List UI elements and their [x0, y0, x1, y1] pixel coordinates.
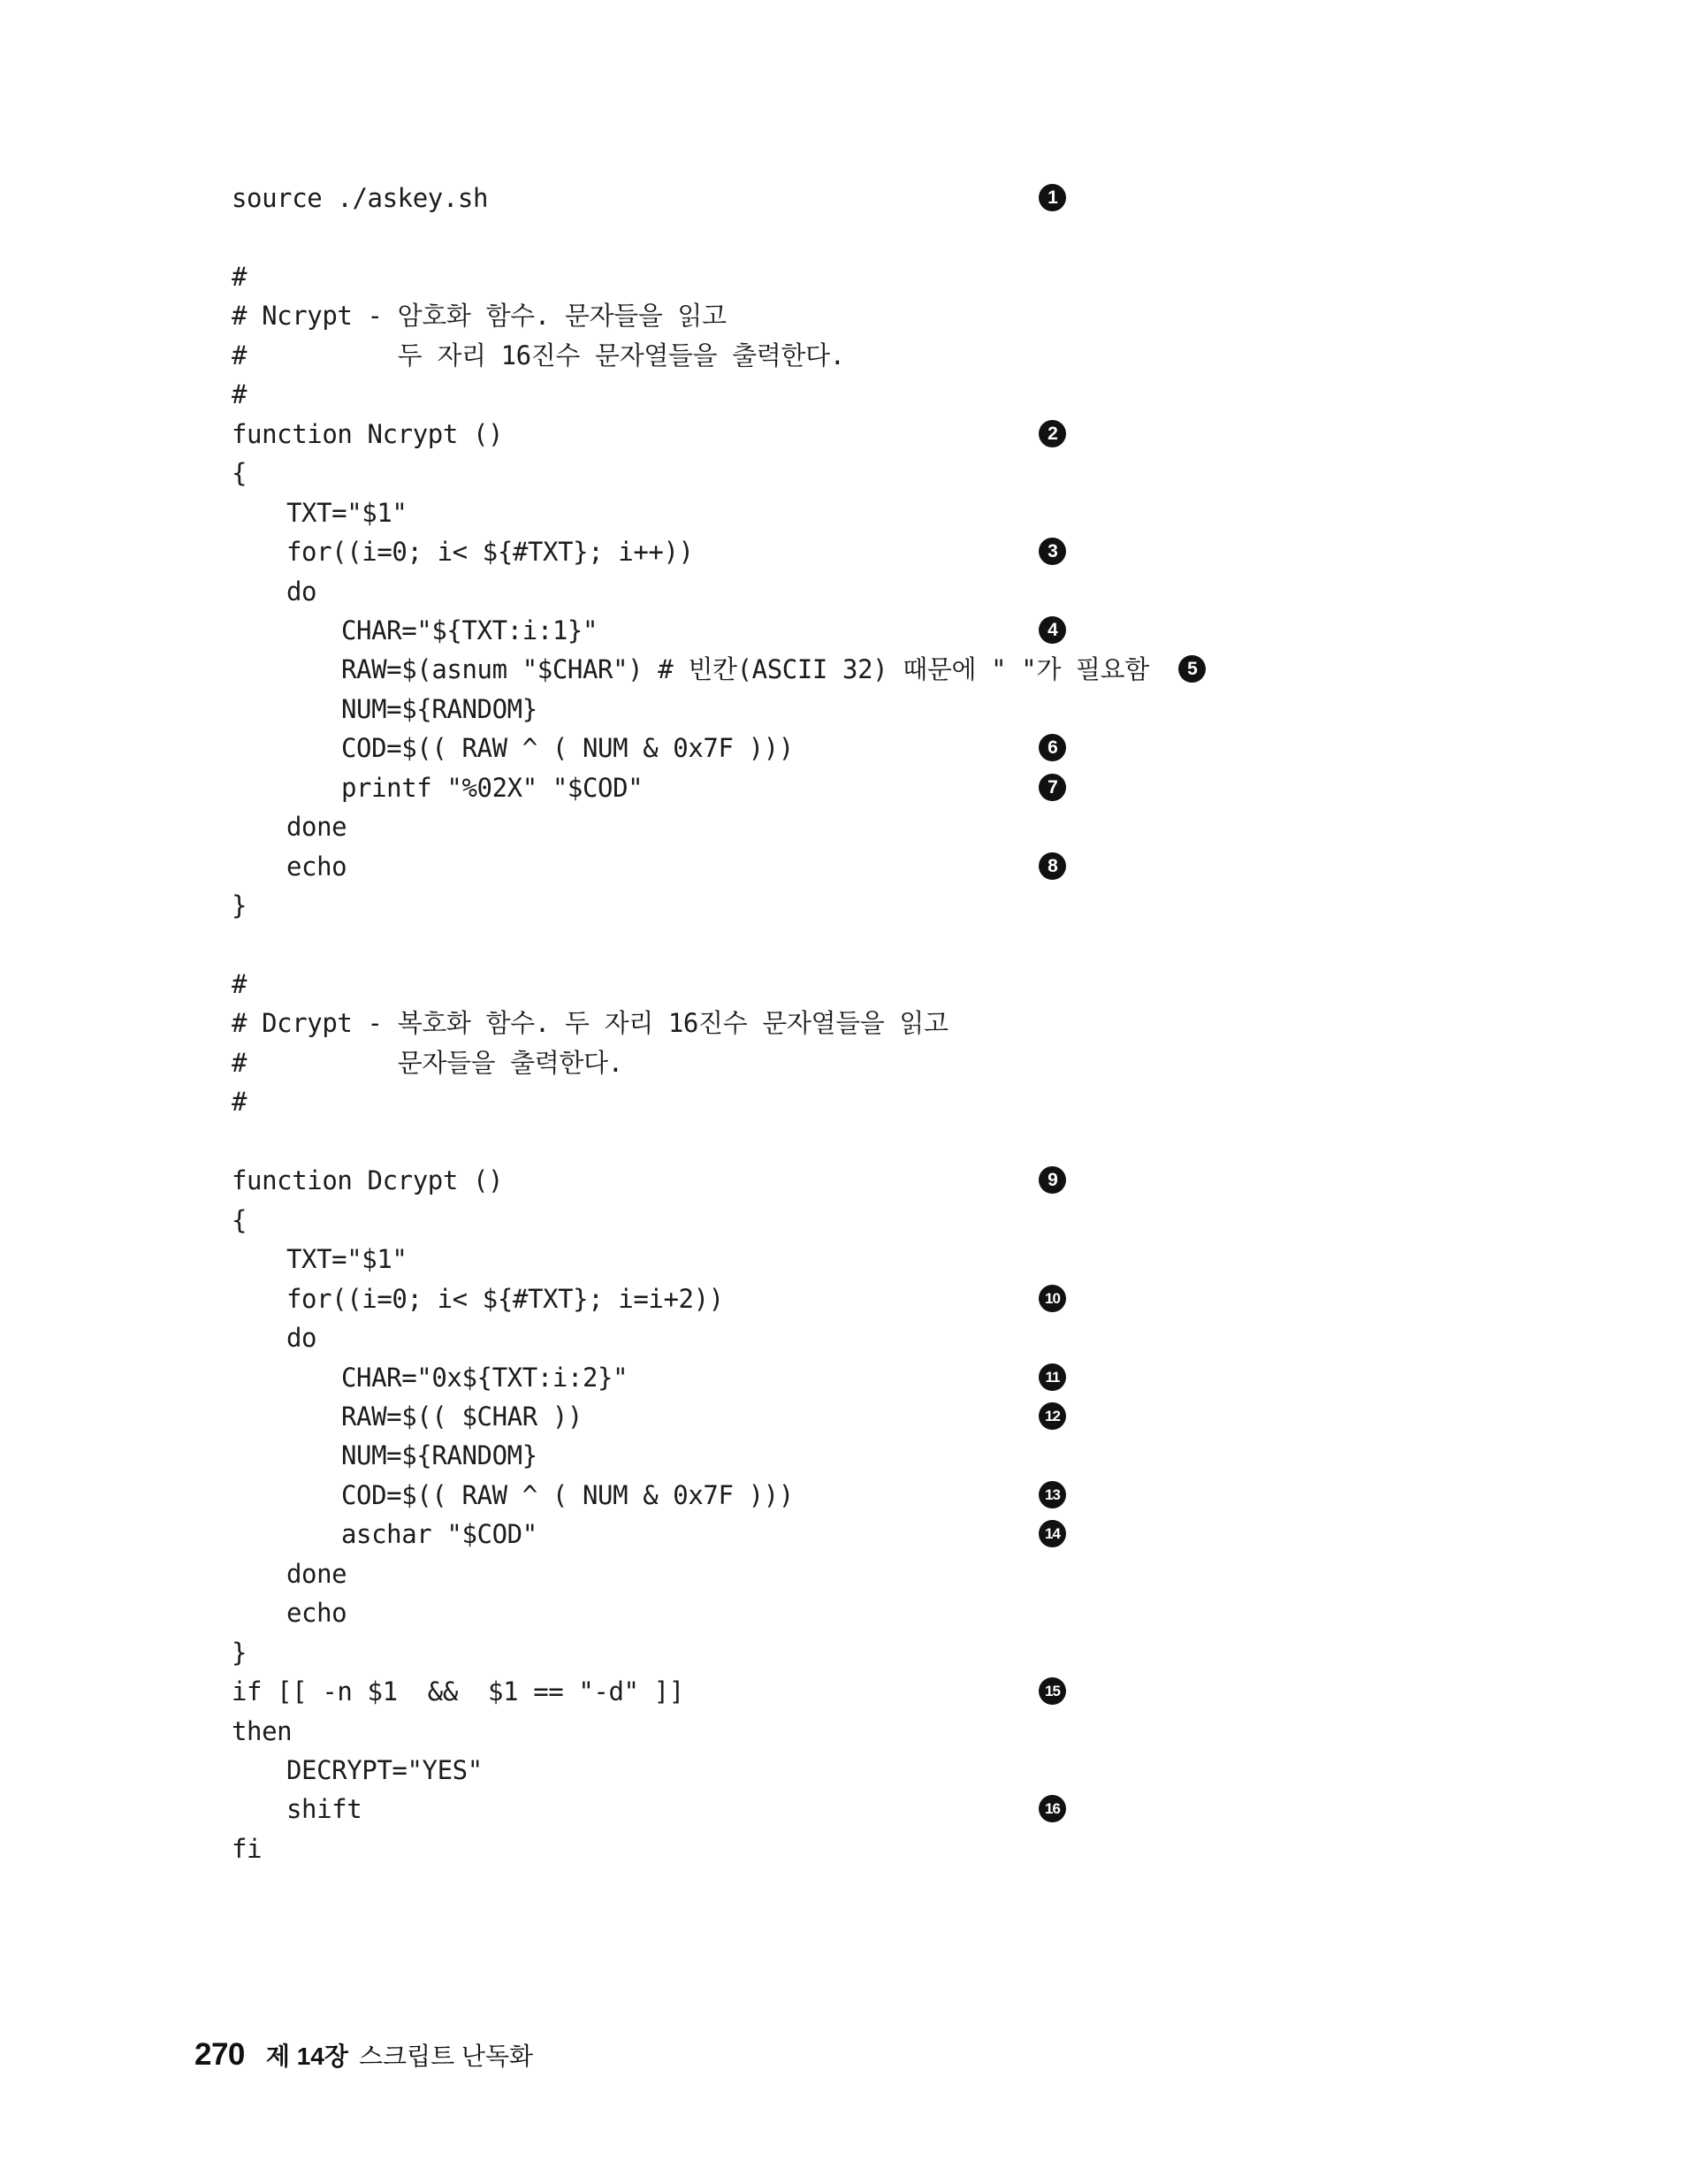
code-line: [0, 1633, 1699, 1672]
code-text: # Dcrypt - 복호화 함수. 두 자리 16진수 문자열들을 읽고: [232, 1008, 949, 1039]
callout-marker-icon: 9: [1039, 1166, 1066, 1194]
code-line: [0, 375, 1699, 414]
code-text: {: [232, 458, 248, 489]
code-text: done: [286, 812, 347, 843]
code-text: TXT="$1": [286, 497, 408, 528]
code-line: [0, 1672, 1699, 1711]
callout-marker-icon: 15: [1039, 1677, 1066, 1705]
code-text: echo: [286, 1598, 347, 1629]
code-text: CHAR="0x${TXT:i:2}": [341, 1362, 629, 1393]
code-text: shift: [286, 1794, 362, 1825]
code-text: echo: [286, 851, 347, 882]
code-line: [0, 926, 1699, 965]
code-text: # 두 자리 16진수 문자열들을 출력한다.: [232, 340, 845, 370]
code-line: [0, 1004, 1699, 1042]
code-text: done: [286, 1558, 347, 1589]
code-line: [0, 1829, 1699, 1868]
code-line: [0, 336, 1699, 375]
code-line: [0, 454, 1699, 493]
code-text: function Dcrypt (): [232, 1165, 504, 1196]
code-line: [0, 1554, 1699, 1593]
code-line: [0, 532, 1699, 571]
callout-marker-icon: 3: [1039, 538, 1066, 565]
code-text: DECRYPT="YES": [286, 1755, 483, 1785]
code-text: COD=$(( RAW ^ ( NUM & 0x7F ))): [341, 1479, 794, 1510]
callout-marker-icon: 12: [1039, 1402, 1066, 1430]
callout-marker-icon: 14: [1039, 1520, 1066, 1547]
code-text: TXT="$1": [286, 1244, 408, 1275]
code-text: #: [232, 969, 248, 999]
code-line: [0, 415, 1699, 454]
code-line: [0, 1358, 1699, 1397]
code-text: then: [232, 1715, 293, 1746]
code-text: do: [286, 576, 317, 607]
code-line: [0, 1790, 1699, 1829]
code-text: }: [232, 1637, 248, 1668]
callout-marker-icon: 2: [1039, 420, 1066, 447]
chapter-label: 제 14장: [265, 2043, 348, 2070]
code-text: COD=$(( RAW ^ ( NUM & 0x7F ))): [341, 733, 794, 764]
code-text: function Ncrypt (): [232, 418, 504, 449]
code-text: if [[ -n $1 && $1 == "-d" ]]: [232, 1676, 684, 1707]
code-text: NUM=${RANDOM}: [341, 1440, 537, 1471]
callout-marker-icon: 4: [1039, 616, 1066, 644]
code-line: [0, 1751, 1699, 1790]
callout-marker-icon: 1: [1039, 184, 1066, 211]
code-line: [0, 1436, 1699, 1475]
code-line: [0, 1043, 1699, 1082]
code-text: # 문자들을 출력한다.: [232, 1047, 623, 1078]
callout-marker-icon: 16: [1039, 1795, 1066, 1822]
code-text: RAW=$(( $CHAR )): [341, 1401, 583, 1432]
code-line: [0, 729, 1699, 767]
code-text: }: [232, 890, 248, 921]
code-text: source ./askey.sh: [232, 183, 489, 213]
callout-marker-icon: 13: [1039, 1481, 1066, 1508]
code-line: [0, 1476, 1699, 1515]
code-line: [0, 1712, 1699, 1751]
code-text: NUM=${RANDOM}: [341, 693, 537, 724]
code-line: [0, 886, 1699, 925]
code-text: #: [232, 1087, 248, 1118]
code-text: RAW=$(asnum "$CHAR") # 빈칸(ASCII 32) 때문에 " "가 필요함: [341, 654, 1149, 685]
chapter-title: 스크립트 난독화: [358, 2043, 534, 2070]
page-number: 270: [194, 2037, 245, 2072]
code-line: [0, 1082, 1699, 1121]
code-text: for((i=0; i< ${#TXT}; i=i+2)): [286, 1283, 724, 1314]
code-text: fi: [232, 1833, 263, 1864]
code-line: [0, 1397, 1699, 1436]
code-line: [0, 1318, 1699, 1357]
code-line: [0, 1201, 1699, 1240]
code-text: do: [286, 1323, 317, 1354]
code-line: [0, 1515, 1699, 1554]
code-text: aschar "$COD": [341, 1519, 537, 1550]
code-line: [0, 611, 1699, 650]
code-line: [0, 1279, 1699, 1318]
code-line: [0, 690, 1699, 729]
callout-marker-icon: 11: [1039, 1363, 1066, 1391]
page-footer: [194, 2037, 533, 2081]
code-line: [0, 296, 1699, 335]
code-line: [0, 257, 1699, 296]
callout-marker-icon: 8: [1039, 852, 1066, 880]
callout-marker-icon: 10: [1039, 1285, 1066, 1312]
code-line: [0, 768, 1699, 807]
code-line: [0, 1593, 1699, 1632]
code-line: [0, 650, 1699, 689]
code-line: [0, 807, 1699, 846]
callout-marker-icon: 6: [1039, 734, 1066, 761]
code-line: [0, 218, 1699, 256]
code-line: [0, 493, 1699, 532]
callout-marker-icon: 5: [1178, 655, 1206, 683]
code-line: [0, 1122, 1699, 1161]
code-text: {: [232, 1204, 248, 1235]
code-line: [0, 572, 1699, 611]
code-text: # Ncrypt - 암호화 함수. 문자들을 읽고: [232, 301, 727, 332]
code-line: [0, 847, 1699, 886]
code-text: for((i=0; i< ${#TXT}; i++)): [286, 537, 694, 568]
code-text: #: [232, 261, 248, 292]
code-text: #: [232, 379, 248, 410]
code-line: [0, 965, 1699, 1004]
code-line: [0, 1161, 1699, 1200]
code-line: [0, 179, 1699, 218]
code-line: [0, 1240, 1699, 1279]
code-text: CHAR="${TXT:i:1}": [341, 615, 598, 645]
code-text: printf "%02X" "$COD": [341, 772, 644, 803]
callout-marker-icon: 7: [1039, 774, 1066, 801]
